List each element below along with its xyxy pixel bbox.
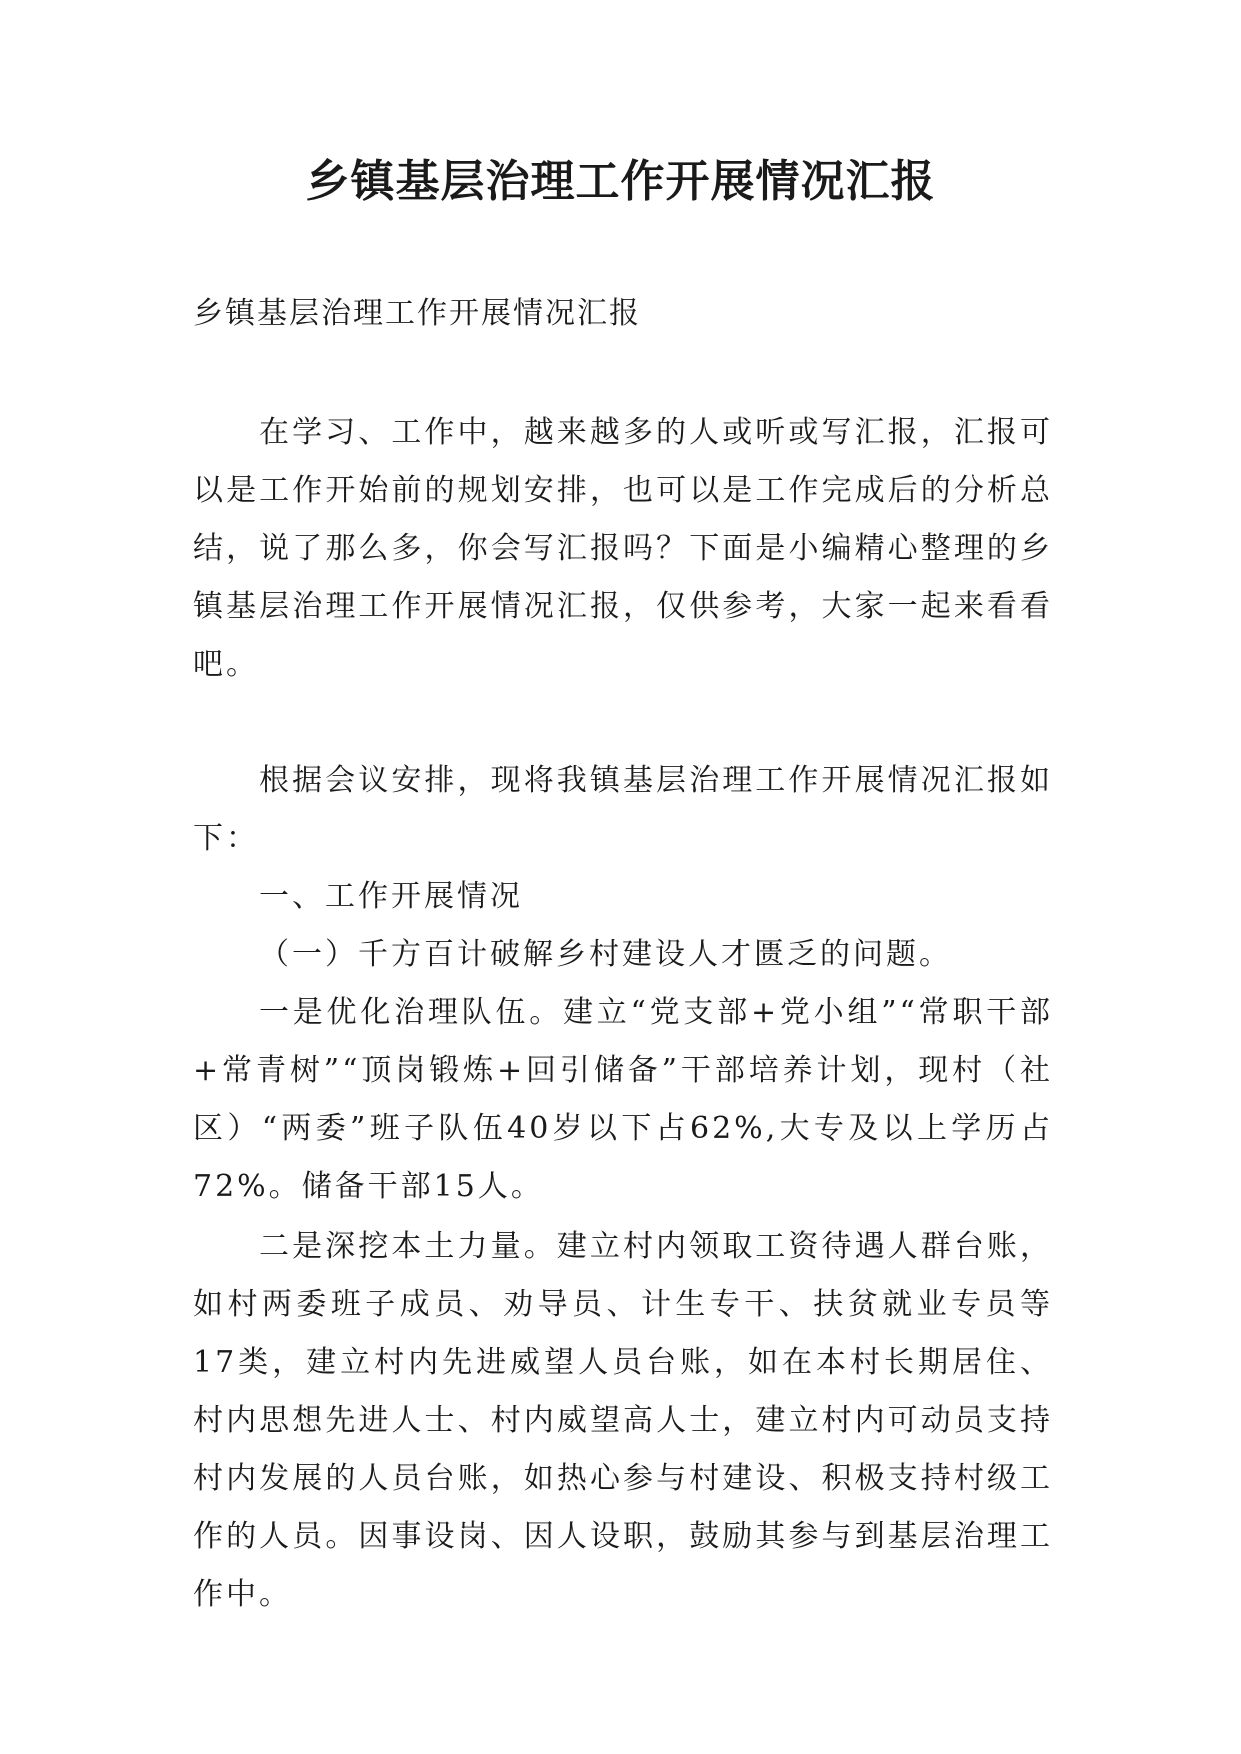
section-heading-work-status: 一、工作开展情况 <box>259 879 523 914</box>
point-one-paragraph: 一是优化治理队伍。建立“党支部+党小组”“常职干部+常青树”“顶岗锻炼+回引储备”干部培养计划，现村（社区）“两委”班子队伍40岁以下占62%,大专及以上学历占72%。储备干部15人。 <box>193 995 1053 1204</box>
document-title: 乡镇基层治理工作开展情况汇报 <box>305 156 936 207</box>
intro-paragraph: 在学习、工作中，越来越多的人或听或写汇报，汇报可以是工作开始前的规划安排，也可以是工作完成后的分析总结，说了那么多，你会写汇报吗？下面是小编精心整理的乡镇基层治理工作开展情况汇报，仅供参考，大家一起来看看吧。 <box>193 415 1053 682</box>
subsection-heading-talent: （一）千方百计破解乡村建设人才匮乏的问题。 <box>259 937 952 972</box>
document-subtitle: 乡镇基层治理工作开展情况汇报 <box>193 296 641 331</box>
point-two-paragraph: 二是深挖本土力量。建立村内领取工资待遇人群台账，如村两委班子成员、劝导员、计生专干、扶贫就业专员等17类，建立村内先进威望人员台账，如在本村长期居住、村内思想先进人士、村内威望高人士，建立村内可动员支持村内发展的人员台账，如热心参与村建设、积极支持村级工作的人员。因事设岗、因人设职，鼓励其参与到基层治理工作中。 <box>193 1229 1053 1612</box>
arrangement-paragraph: 根据会议安排，现将我镇基层治理工作开展情况汇报如下： <box>193 763 1053 856</box>
